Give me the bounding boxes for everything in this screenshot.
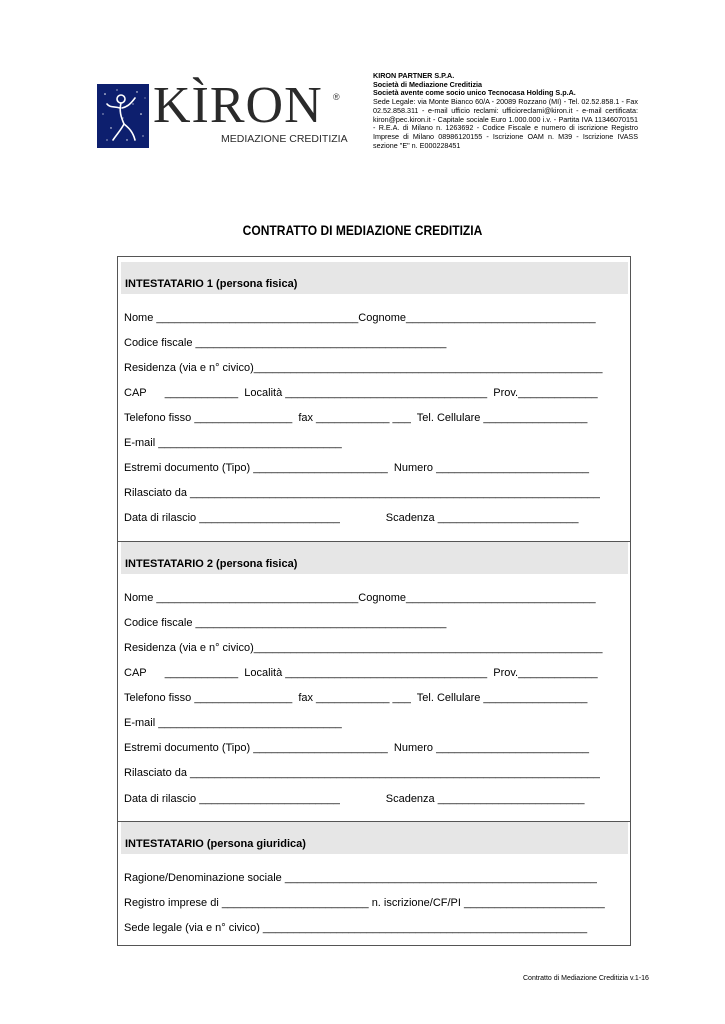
holder1-tax-code-row[interactable]: Codice fiscale _________________________________________: [124, 337, 447, 349]
holder1-name-row[interactable]: Nome _________________________________Cognome_______________________________: [124, 312, 596, 324]
company-address-row[interactable]: Sede legale (via e n° civico) _____________________________________________________: [124, 922, 588, 934]
holder1-email-row[interactable]: E-mail ______________________________: [124, 437, 342, 449]
section-company-header: [121, 822, 628, 854]
document-title: CONTRATTO DI MEDIAZIONE CREDITIZIA: [242, 222, 483, 238]
holder2-document-row[interactable]: Estremi documento (Tipo) ______________________ Numero _________________________: [124, 742, 590, 754]
holder1-residence-row[interactable]: Residenza (via e n° civico)_________________________________________________________: [124, 362, 603, 374]
logo-subtitle: MEDIAZIONE CREDITIZIA: [221, 133, 348, 145]
holder2-tax-code-row[interactable]: Codice fiscale _________________________________________: [124, 617, 447, 629]
section-company-title: INTESTATARIO (persona giuridica): [125, 838, 306, 850]
dancer-figure-icon: [97, 84, 149, 148]
holder2-name-row[interactable]: Nome _________________________________Cognome_______________________________: [124, 592, 596, 604]
section-holder2-title: INTESTATARIO 2 (persona fisica): [125, 558, 298, 570]
holder2-phone-row[interactable]: Telefono fisso ________________ fax ____________ ___ Tel. Cellulare _________________: [124, 692, 588, 704]
logo-wordmark: KÌRON: [153, 77, 323, 134]
company-info: [373, 72, 638, 150]
holder2-cap-row[interactable]: CAP ____________ Località _________________________________ Prov._____________: [124, 667, 598, 679]
holder1-document-row[interactable]: Estremi documento (Tipo) ______________________ Numero _________________________: [124, 462, 590, 474]
holder2-residence-row[interactable]: Residenza (via e n° civico)_________________________________________________________: [124, 642, 603, 654]
holder1-issued-by-row[interactable]: Rilasciato da ___________________________________________________________________: [124, 487, 600, 499]
page-footer: Contratto di Mediazione Creditizia v.1-16: [523, 975, 649, 982]
section-holder1-header: [121, 262, 628, 294]
holder1-issue-date-row[interactable]: Data di rilascio _______________________ Scadenza _______________________: [124, 512, 579, 524]
company-legal-details: Sede Legale: via Monte Bianco 60/A - 20089 Rozzano (MI) - Tel. 02.52.858.1 - Fax 02.52.858.311 - e-mail ufficio reclami: ufficioreclami@kiron.it - e-mail certificata: kiron@pec.kiron.it - Capitale sociale Euro 1.000.000 i.v. - Partita IVA 11346070151 - R.E.A. di Milano n. 1263692 - Codice Fiscale e numero di iscrizione Registro Imprese di Milano 08986120155 - Iscrizione OAM n. M39 - Iscrizione IVASS sezione "E" n. E000228451: [373, 97, 638, 150]
holder2-issue-date-row[interactable]: Data di rilascio _______________________ Scadenza ________________________: [124, 793, 585, 805]
holder1-cap-row[interactable]: CAP ____________ Località _________________________________ Prov._____________: [124, 387, 598, 399]
registered-mark: ®: [333, 92, 340, 102]
company-name: KIRON PARTNER S.P.A.: [373, 71, 455, 80]
company-register-row[interactable]: Registro imprese di ________________________ n. iscrizione/CF/PI _______________________: [124, 897, 605, 909]
company-owner: Società avente come socio unico Tecnocasa Holding S.p.A.: [373, 88, 576, 98]
kiron-logo: [97, 77, 348, 150]
section-holder1-title: INTESTATARIO 1 (persona fisica): [125, 278, 298, 290]
section-holder2-header: [121, 542, 628, 574]
holder2-email-row[interactable]: E-mail ______________________________: [124, 717, 342, 729]
company-type: Società di Mediazione Creditizia: [373, 79, 483, 89]
holder2-issued-by-row[interactable]: Rilasciato da ___________________________________________________________________: [124, 767, 600, 779]
holder1-phone-row[interactable]: Telefono fisso ________________ fax ____________ ___ Tel. Cellulare _________________: [124, 412, 588, 424]
logo-emblem: [97, 84, 149, 148]
company-name-row[interactable]: Ragione/Denominazione sociale ___________________________________________________: [124, 872, 597, 884]
